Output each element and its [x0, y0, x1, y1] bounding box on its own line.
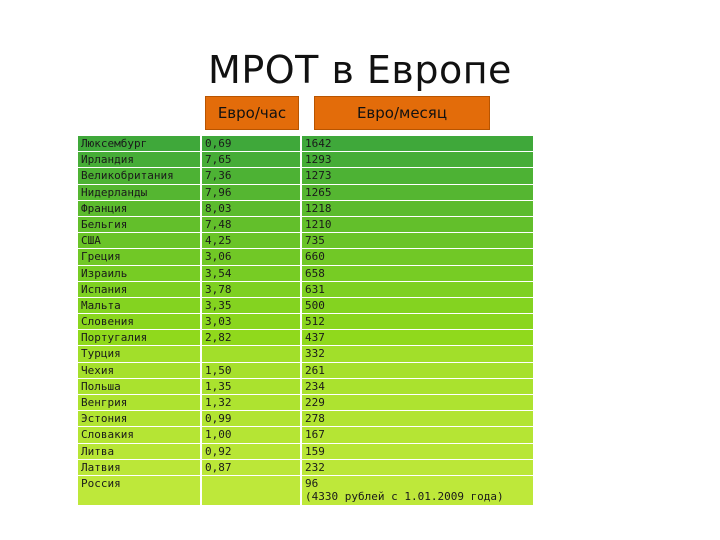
- month-cell: 1273: [305, 169, 332, 183]
- month-cell: 1218: [305, 201, 332, 215]
- month-cell: 735: [305, 234, 325, 248]
- country-cell: Эстония: [78, 411, 202, 426]
- header-euro-per-month: Евро/месяц: [314, 96, 490, 130]
- month-cell: 1265: [305, 185, 332, 199]
- hour-cell: 0,69: [202, 136, 302, 151]
- country-cell: Испания: [78, 282, 202, 297]
- month-cell: 437: [305, 331, 325, 345]
- table-row: [78, 152, 533, 168]
- country-cell: Мальта: [78, 298, 202, 313]
- table-row: [78, 298, 533, 314]
- table-row: [78, 379, 533, 395]
- month-cell: 500: [305, 298, 325, 312]
- month-cell: 332: [305, 347, 325, 361]
- month-cell: 232: [305, 460, 325, 474]
- hour-cell: 7,96: [202, 185, 302, 200]
- table-row: [78, 411, 533, 427]
- country-cell: Бельгия: [78, 217, 202, 232]
- month-cell: 512: [305, 315, 325, 329]
- hour-cell: [202, 346, 302, 361]
- table-row: [78, 314, 533, 330]
- country-cell: Турция: [78, 346, 202, 361]
- month-cell: 631: [305, 282, 325, 296]
- month-cell: 167: [305, 428, 325, 442]
- hour-cell: 1,00: [202, 427, 302, 442]
- country-cell: Литва: [78, 444, 202, 459]
- month-cell: 159: [305, 444, 325, 458]
- month-cell: 658: [305, 266, 325, 280]
- table-row: [78, 460, 533, 476]
- hour-cell: 7,65: [202, 152, 302, 167]
- hour-cell: 7,36: [202, 168, 302, 183]
- hour-cell: 3,03: [202, 314, 302, 329]
- hour-cell: 1,32: [202, 395, 302, 410]
- hour-cell: 0,92: [202, 444, 302, 459]
- table-row: [78, 185, 533, 201]
- hour-cell: 8,03: [202, 201, 302, 216]
- country-cell: Люксембург: [78, 136, 202, 151]
- month-note: (4330 рублей с 1.01.2009 года): [305, 489, 504, 503]
- hour-cell: 0,87: [202, 460, 302, 475]
- country-cell: Словакия: [78, 427, 202, 442]
- month-cell: 1642: [305, 137, 332, 150]
- country-cell: Франция: [78, 201, 202, 216]
- month-cell: 1293: [305, 153, 332, 167]
- month-cell: 229: [305, 396, 325, 409]
- country-cell: Португалия: [78, 330, 202, 345]
- country-cell: Нидерланды: [78, 185, 202, 200]
- country-cell: Латвия: [78, 460, 202, 475]
- country-cell: Израиль: [78, 266, 202, 281]
- table-row: [78, 136, 533, 152]
- slide-title: МРОТ в Европе: [208, 48, 512, 92]
- hour-cell: 3,54: [202, 266, 302, 281]
- header-euro-per-hour: Евро/час: [205, 96, 299, 130]
- hour-cell: 3,78: [202, 282, 302, 297]
- month-cell: 660: [305, 250, 325, 264]
- table-row: [78, 201, 533, 217]
- table-row: [78, 233, 533, 249]
- table-row: [78, 217, 533, 233]
- table-row: [78, 395, 533, 411]
- country-cell: Ирландия: [78, 152, 202, 167]
- hour-cell: 3,06: [202, 249, 302, 264]
- country-cell: Венгрия: [78, 395, 202, 410]
- hour-cell: 3,35: [202, 298, 302, 313]
- country-cell: Словения: [78, 314, 202, 329]
- country-cell: Россия: [78, 476, 202, 505]
- hour-cell: 1,50: [202, 363, 302, 378]
- hour-cell: [202, 476, 302, 505]
- table-row: [78, 249, 533, 265]
- table-row: [78, 282, 533, 298]
- table-row: [78, 266, 533, 282]
- hour-cell: 2,82: [202, 330, 302, 345]
- month-value: 96: [305, 476, 319, 490]
- table-row: [78, 476, 533, 506]
- minimum-wage-table: [78, 136, 533, 506]
- hour-cell: 1,35: [202, 379, 302, 394]
- table-row: [78, 363, 533, 379]
- table-row: [78, 427, 533, 443]
- country-cell: США: [78, 233, 202, 248]
- country-cell: Чехия: [78, 363, 202, 378]
- country-cell: Греция: [78, 249, 202, 264]
- table-row: [78, 346, 533, 362]
- hour-cell: 4,25: [202, 233, 302, 248]
- month-cell: 1210: [305, 217, 332, 231]
- table-row: [78, 444, 533, 460]
- table-row: [78, 168, 533, 184]
- month-cell: 234: [305, 379, 325, 393]
- hour-cell: 7,48: [202, 217, 302, 232]
- country-cell: Польша: [78, 379, 202, 394]
- month-cell: 278: [305, 412, 325, 426]
- country-cell: Великобритания: [78, 168, 202, 183]
- hour-cell: 0,99: [202, 411, 302, 426]
- month-cell: [302, 476, 533, 505]
- table-row: [78, 330, 533, 346]
- month-cell: 261: [305, 363, 325, 377]
